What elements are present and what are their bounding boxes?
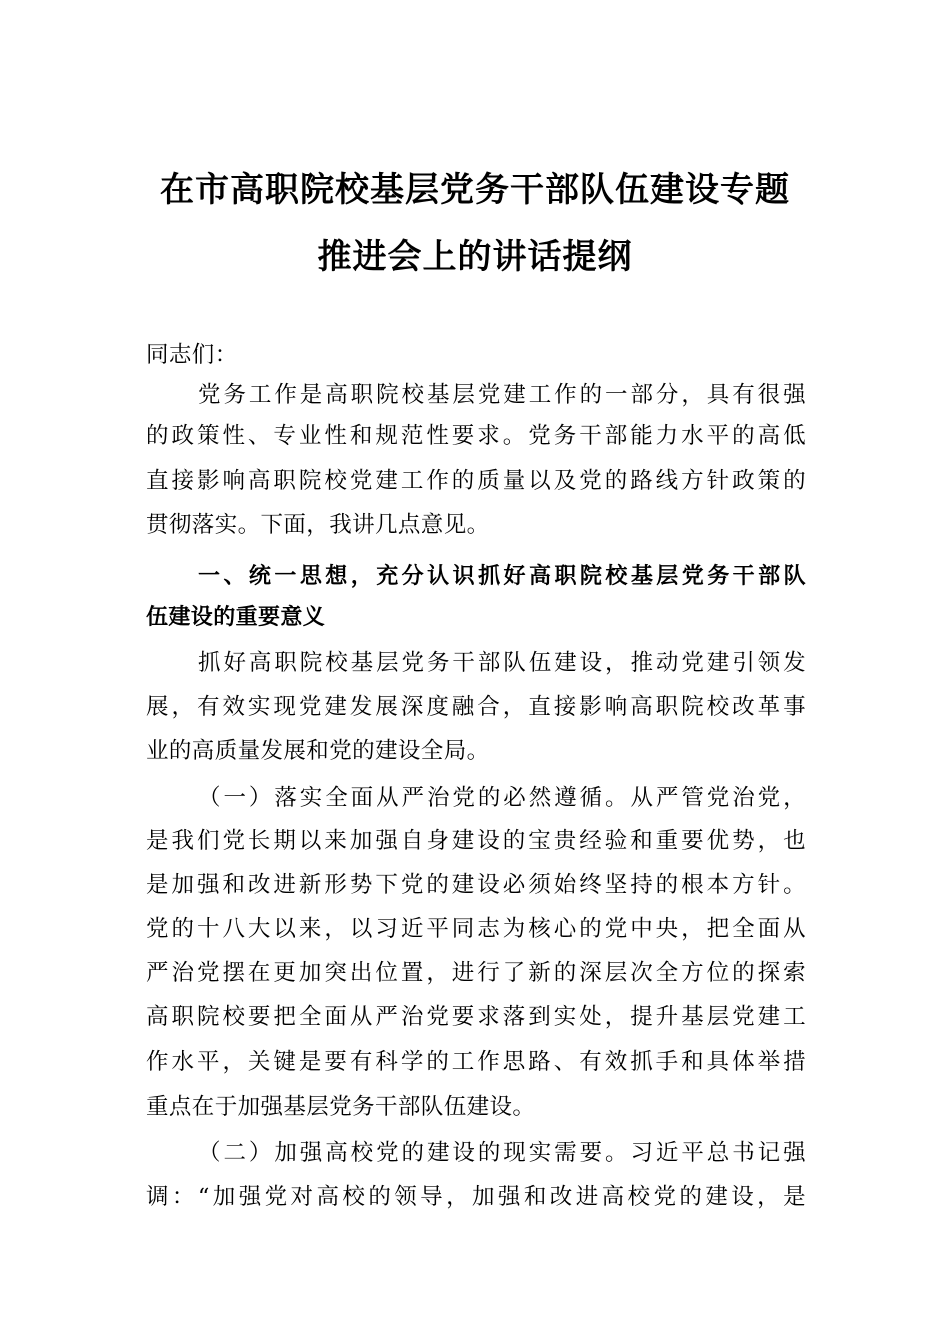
intro-line: 直接影响高职院校党建工作的质量以及党的路线方针政策的 (146, 468, 806, 494)
subsection-para-line: 严治党摆在更加突出位置，进行了新的深层次全方位的探索 (146, 960, 806, 986)
subsection-para-line: （二）加强高校党的建设的现实需要。习近平总书记强 (198, 1140, 806, 1166)
subsection-para-line: 调：“加强党对高校的领导，加强和改进高校党的建设，是 (146, 1184, 806, 1210)
subsection-para-line: 高职院校要把全面从严治党要求落到实处，提升基层党建工 (146, 1004, 806, 1030)
subsection-para-line: 作水平，关键是要有科学的工作思路、有效抓手和具体举措 (146, 1049, 806, 1075)
subsection-para-line: 重点在于加强基层党务干部队伍建设。 (146, 1094, 536, 1120)
intro-line: 党务工作是高职院校基层党建工作的一部分，具有很强 (198, 382, 806, 408)
document-title-line-2: 推进会上的讲话提纲 (317, 237, 633, 277)
subsection-para-line: 党的十八大以来，以习近平同志为核心的党中央，把全面从 (146, 916, 806, 942)
subsection-para-line: 是我们党长期以来加强自身建设的宝贵经验和重要优势，也 (146, 828, 806, 854)
section-para-line: 展，有效实现党建发展深度融合，直接影响高职院校改革事 (146, 694, 806, 720)
section-para-line: 业的高质量发展和党的建设全局。 (146, 738, 490, 764)
subsection-para-line: （一）落实全面从严治党的必然遵循。从严管党治党， (198, 785, 806, 811)
intro-line: 的政策性、专业性和规范性要求。党务干部能力水平的高低 (146, 423, 806, 449)
salutation: 同志们： (146, 342, 238, 368)
document-title-line-1: 在市高职院校基层党务干部队伍建设专题 (160, 170, 790, 210)
section-heading-line: 伍建设的重要意义 (146, 605, 326, 630)
subsection-para-line: 是加强和改进新形势下党的建设必须始终坚持的根本方针。 (146, 872, 806, 898)
intro-line: 贯彻落实。下面，我讲几点意见。 (146, 512, 490, 538)
section-heading-line: 一、统一思想，充分认识抓好高职院校基层党务干部队 (198, 564, 806, 589)
section-para-line: 抓好高职院校基层党务干部队伍建设，推动党建引领发 (198, 650, 806, 676)
